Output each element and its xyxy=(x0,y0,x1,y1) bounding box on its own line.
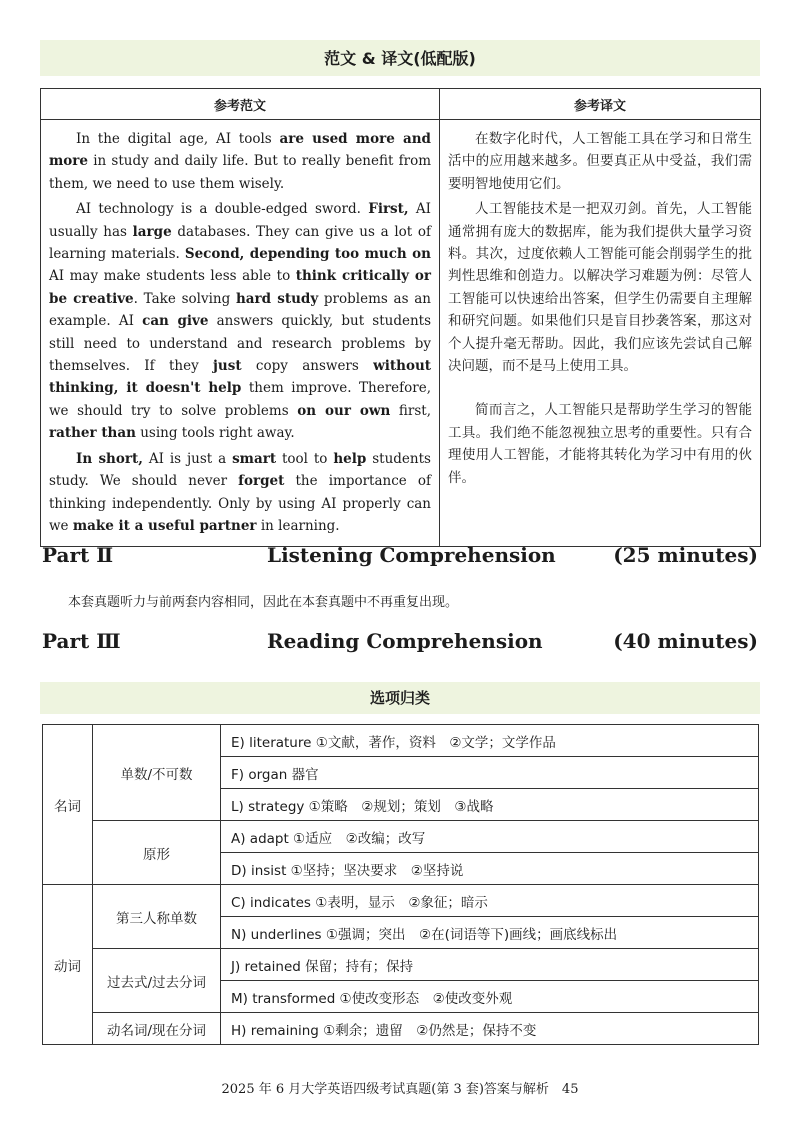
en-paragraph-3 xyxy=(49,448,431,538)
part2-note: 本套真题听力与前两套内容相同，因此在本套真题中不再重复出现。 xyxy=(68,595,459,610)
part2-heading xyxy=(42,543,758,573)
text-run: first, xyxy=(390,402,431,419)
bold-phrase: large xyxy=(132,223,172,240)
vocab-item: J) retained 保留；持有；保持 xyxy=(221,949,759,981)
text-run: copy answers xyxy=(241,358,374,375)
text-run: AI technology is a double-edged sword. xyxy=(76,201,369,218)
text-run: AI usually has xyxy=(49,201,431,240)
verb-category: 动词 xyxy=(43,885,93,1045)
vocab-item: N) underlines ①强调；突出 ②在(词语等下)画线；画底线标出 xyxy=(221,917,759,949)
sub-third: 第三人称单数 xyxy=(93,885,221,949)
vocab-table xyxy=(42,724,759,1045)
vocab-item: M) transformed ①使改变形态 ②使改变外观 xyxy=(221,981,759,1013)
vocab-item: A) adapt ①适应 ②改编；改写 xyxy=(221,821,759,853)
bold-phrase: on our own xyxy=(297,402,391,419)
text-run: . Take solving xyxy=(133,290,236,307)
chinese-translation-cell xyxy=(440,120,761,547)
vocab-item: H) remaining ①剩余；遗留 ②仍然是；保持不变 xyxy=(221,1013,759,1045)
part2-title: Listening Comprehension xyxy=(267,543,556,567)
text-run: tool to xyxy=(276,450,334,467)
bold-phrase: In short, xyxy=(76,450,143,467)
bold-phrase: make it a useful partner xyxy=(72,517,257,534)
page-footer: 2025 年 6 月大学英语四级考试真题(第 3 套)答案与解析 45 xyxy=(221,1082,579,1097)
bold-phrase: Second, depending too much on xyxy=(184,246,431,263)
en-paragraph-1 xyxy=(49,128,431,195)
zh-paragraph-3: 简而言之，人工智能只是帮助学生学习的智能工具。我们绝不能忽视独立思考的重要性。只有合理使用人工智能，才能将其转化为学习中有用的伙伴。 xyxy=(448,402,752,486)
sub-base: 原形 xyxy=(93,821,221,885)
text-run: In the digital age, AI tools xyxy=(76,131,280,147)
en-paragraph-2 xyxy=(49,198,431,444)
text-run: the importance of thinking independently. Only by using AI properly can we xyxy=(49,473,431,534)
part3-title: Reading Comprehension xyxy=(267,629,543,653)
text-run: them improve. Therefore, we should try to solve problems xyxy=(49,380,431,419)
vocab-item: E) literature ①文献，著作，资料 ②文学；文学作品 xyxy=(221,725,759,757)
part3-time: (40 minutes) xyxy=(613,629,758,653)
vocab-item: F) organ 器官 xyxy=(221,757,759,789)
text-run: problems as an example. AI xyxy=(49,290,431,330)
bold-phrase: can give xyxy=(142,313,209,330)
essay-section-title: 范文 & 译文(低配版) xyxy=(324,49,476,68)
essay-table xyxy=(40,88,761,547)
text-run: using tools right away. xyxy=(135,425,295,442)
bold-phrase: help xyxy=(333,450,367,467)
part2-time: (25 minutes) xyxy=(613,543,758,567)
text-run: answers quickly, but students still need to understand and research problems by themselves. If they xyxy=(49,313,432,375)
zh-paragraph-1: 在数字化时代，人工智能工具在学习和日常生活中的应用越来越多。但要真正从中受益，我们需要明智地使用它们。 xyxy=(448,131,752,192)
vocab-section-title: 选项归类 xyxy=(369,689,430,707)
zh-paragraph-2: 人工智能技术是一把双刃剑。首先，人工智能通常拥有庞大的数据库，能为我们提供大量学习资料。其次，过度依赖人工智能可能会削弱学生的批判性思维和创造力。以解决学习难题为例：尽管人工智能可以快速给出答案，但学生仍需要自主理解和研究问题。如果他们只是盲目抄袭答案，那这对个人提升毫无帮助。因此，我们应该先尝试自己解决问题，而不是马上使用工具。 xyxy=(448,201,752,375)
vocab-item: C) indicates ①表明，显示 ②象征；暗示 xyxy=(221,885,759,917)
noun-category: 名词 xyxy=(43,725,93,885)
text-run: in study and daily life. But to really benefit from them, we need to use them wisely. xyxy=(49,153,431,192)
bold-phrase: hard study xyxy=(235,290,319,307)
english-essay-cell xyxy=(41,120,440,547)
text-run: AI is just a xyxy=(142,450,233,467)
text-run: students study. We should never xyxy=(49,450,431,490)
vocab-item: L) strategy ①策略 ②规划；策划 ③战略 xyxy=(221,789,759,821)
bold-phrase: think critically or be creative xyxy=(49,268,431,307)
part2-label: Part Ⅱ xyxy=(42,543,114,567)
bold-phrase: First, xyxy=(368,201,409,218)
text-run: AI may make students less able to xyxy=(49,268,296,285)
sub-past: 过去式/过去分词 xyxy=(93,949,221,1013)
sub-single: 单数/不可数 xyxy=(93,725,221,821)
bold-phrase: just xyxy=(213,358,242,375)
sub-ing: 动名词/现在分词 xyxy=(93,1013,221,1045)
bold-phrase: without thinking, it doesn't help xyxy=(49,358,431,397)
bold-phrase: smart xyxy=(232,450,277,467)
text-run: databases. They can give us a lot of learning materials. xyxy=(49,223,431,263)
part3-heading xyxy=(42,629,758,659)
text-run: in learning. xyxy=(256,517,340,534)
col-header-zh: 参考译文 xyxy=(440,89,761,120)
vocab-item: D) insist ①坚持；坚决要求 ②坚持说 xyxy=(221,853,759,885)
bold-phrase: are used more and more xyxy=(49,131,431,170)
bold-phrase: forget xyxy=(238,473,285,490)
part3-label: Part Ⅲ xyxy=(42,629,121,653)
col-header-en: 参考范文 xyxy=(41,89,440,120)
bold-phrase: rather than xyxy=(49,425,136,442)
